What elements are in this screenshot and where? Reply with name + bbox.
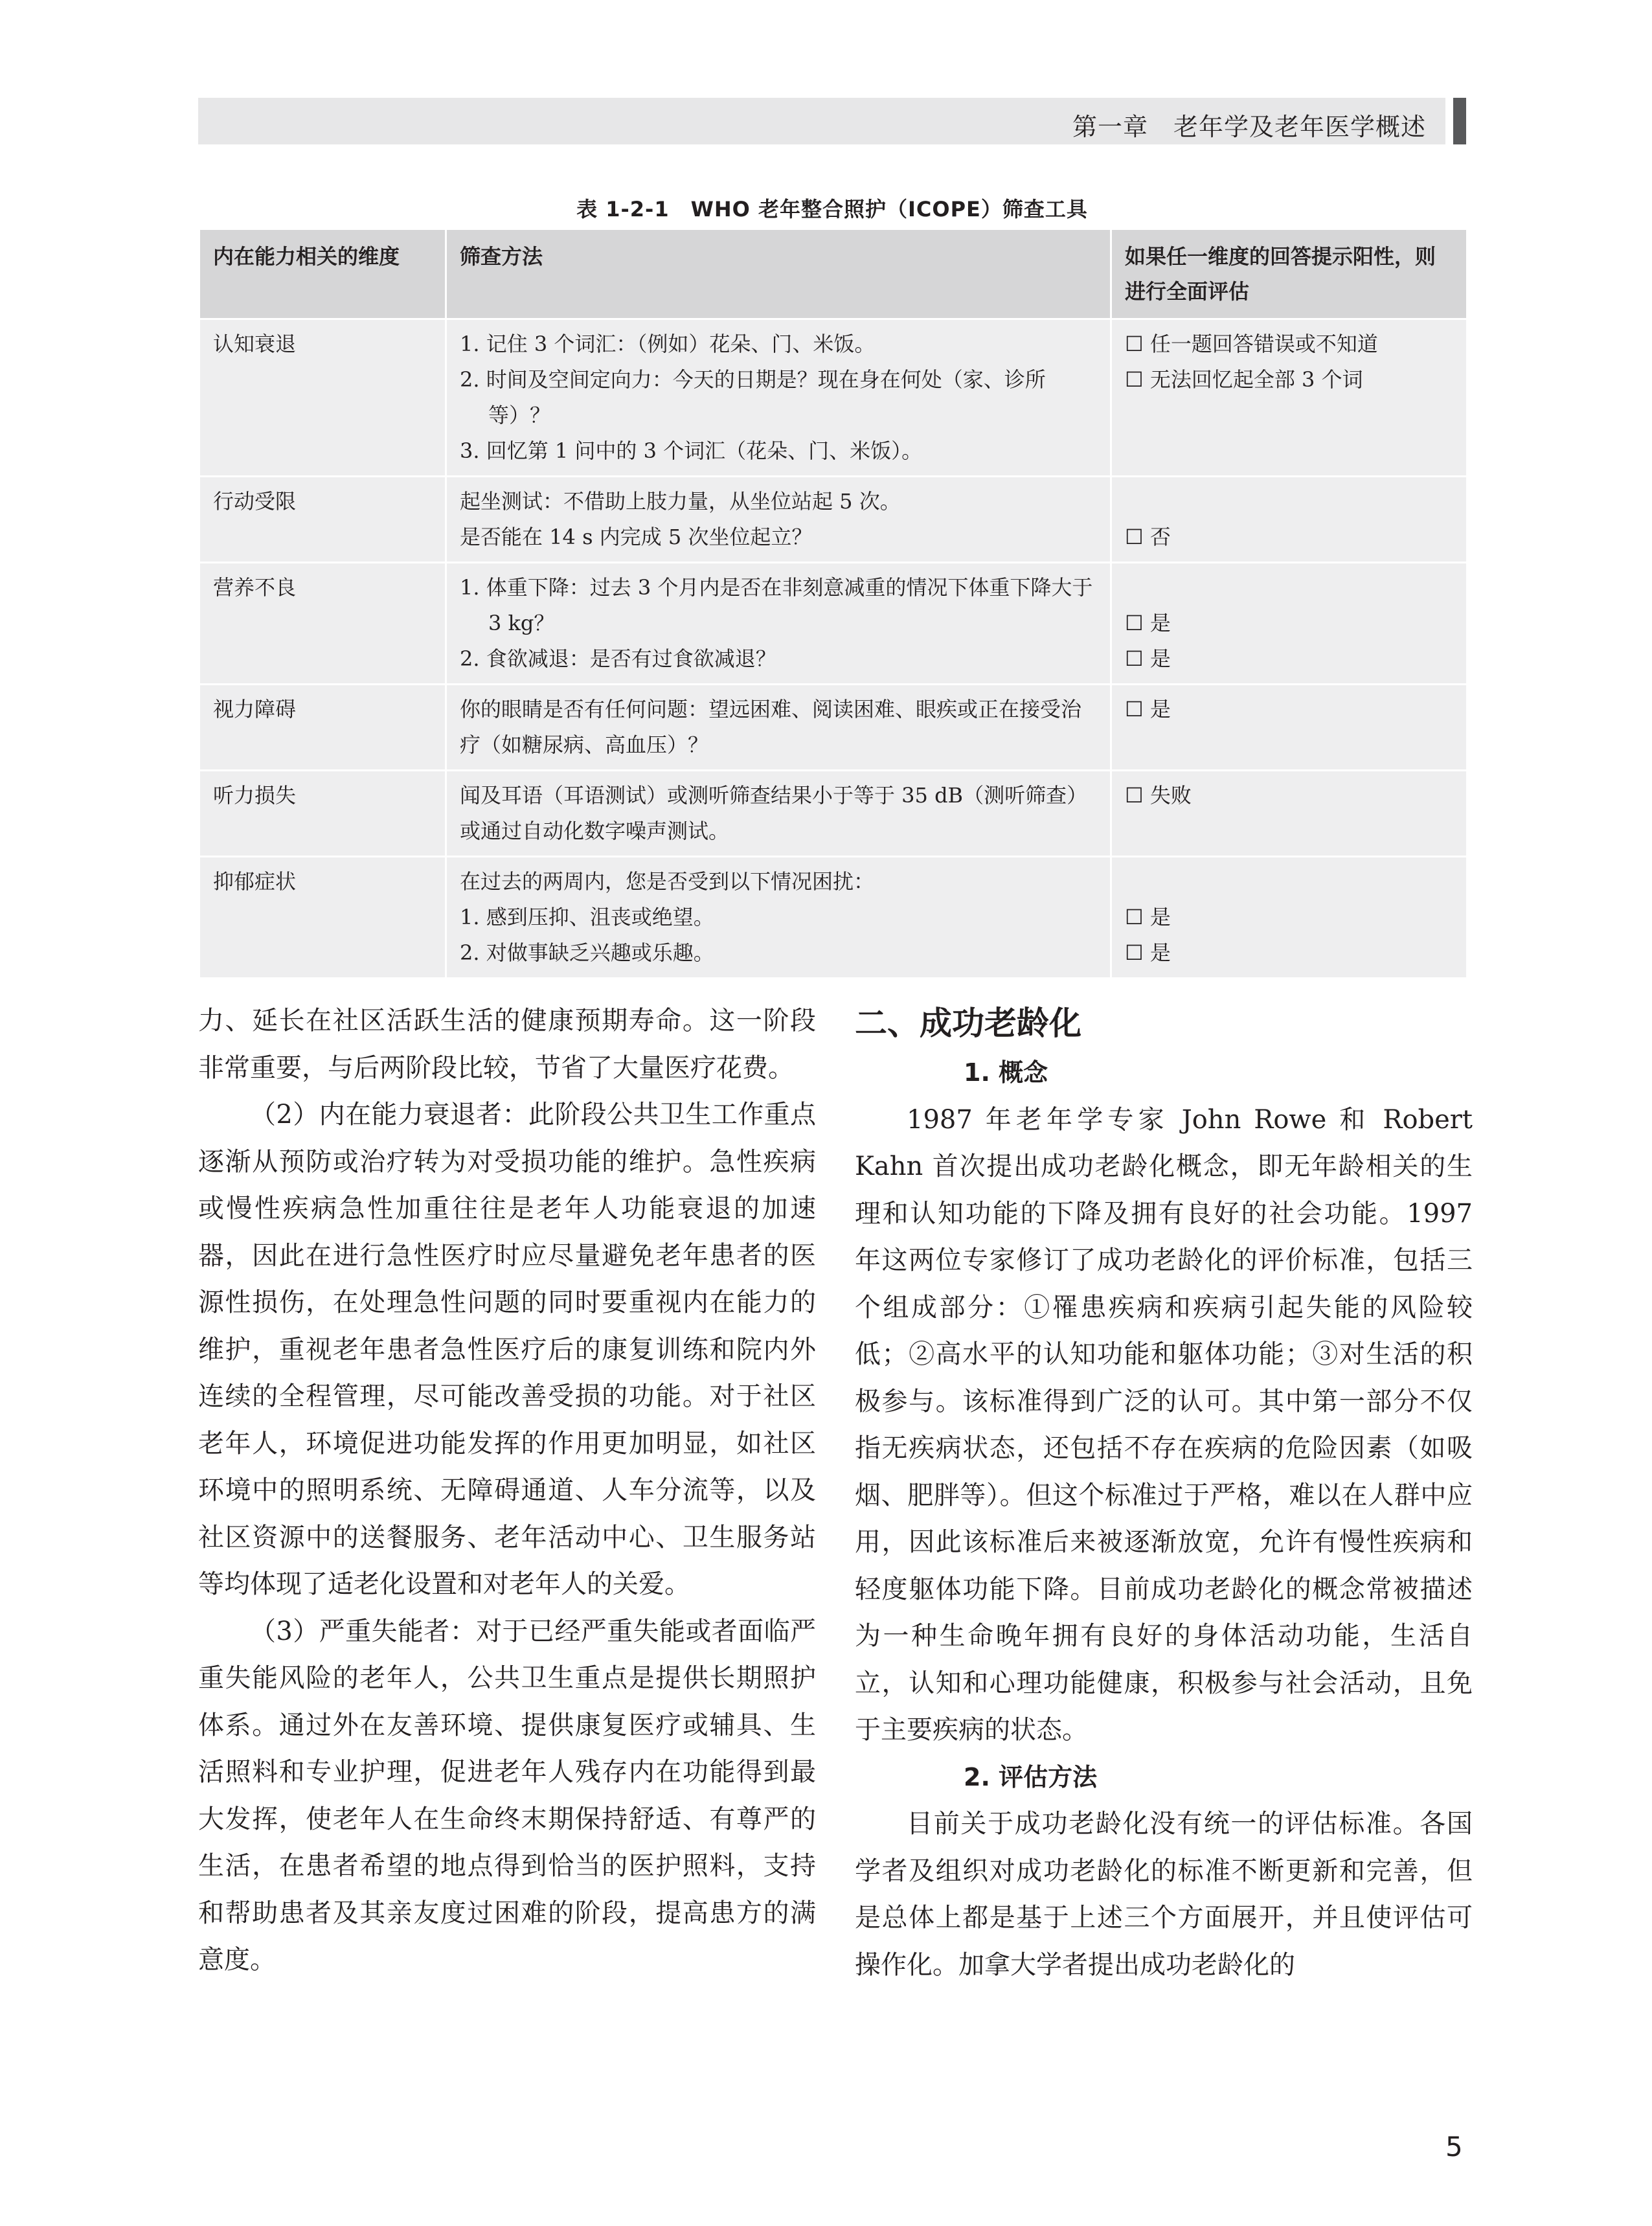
result-checkbox-line: ☐ 失败 (1125, 783, 1192, 808)
method-line: 1. 感到压抑、沮丧或绝望。 (460, 905, 714, 929)
body-paragraph: 目前关于成功老龄化没有统一的评估标准。各国学者及组织对成功老龄化的标准不断更新和完善，但是总体上都是基于上述三个方面展开，并且使评估可操作化。加拿大学者提出成功老龄化的 (855, 1809, 1473, 1980)
body-paragraph: （2）内在能力衰退者：此阶段公共卫生工作重点逐渐从预防或治疗转为对受损功能的维护。急性疾病或慢性疾病急性加重往往是老年人功能衰退的加速器，因此在进行急性医疗时应尽量避免老年患者的医源性损伤，在处理急性问题的同时要重视内在能力的维护，重视老年患者急性医疗后的康复训练和院内外连续的全程管理，尽可能改善受损的功能。对于社区老年人，环境促进功能发挥的作用更加明显，如社区环境中的照明系统、无障碍通道、人车分流等，以及社区资源中的送餐服务、老年活动中心、卫生服务站等均体现了适老化设置和对老年人的关爱。 (198, 1100, 816, 1599)
subsection-heading-concept: 1. 概念 (964, 1058, 1048, 1087)
method-line: 2. 食欲减退：是否有过食欲减退？ (460, 646, 776, 671)
cell-method (446, 771, 1111, 857)
column-header-dimension: 内在能力相关的维度 (199, 229, 446, 319)
cell-method (446, 563, 1111, 685)
running-header (198, 98, 1445, 144)
cell-result (1111, 771, 1467, 857)
cell-method (446, 685, 1111, 771)
column-header-method: 筛查方法 (446, 229, 1111, 319)
cell-method (446, 319, 1111, 477)
result-checkbox-line: ☐ 是 (1125, 646, 1171, 671)
method-line: 2. 时间及空间定向力：今天的日期是？现在身在何处（家、诊所等）？ (460, 367, 1046, 427)
cell-method (446, 857, 1111, 979)
body-paragraph: 力、延长在社区活跃生活的健康预期寿命。这一阶段非常重要，与后两阶段比较，节省了大量医疗花费。 (198, 1006, 816, 1083)
cell-dimension: 听力损失 (199, 771, 446, 857)
method-line: 是否能在 14 s 内完成 5 次坐位起立？ (460, 525, 813, 549)
cell-dimension: 视力障碍 (199, 685, 446, 771)
method-line: 你的眼睛是否有任何问题：望远困难、阅读困难、眼疾或正在接受治疗（如糖尿病、高血压）？ (460, 697, 1082, 757)
table-row-nutrition (199, 563, 1467, 685)
section-heading: 二、成功老龄化 (855, 1005, 1081, 1042)
body-paragraph: 1987 年老年学专家 John Rowe 和 Robert Kahn 首次提出成功老龄化概念，即无年龄相关的生理和认知功能的下降及拥有良好的社会功能。1997 年这两位专家修订了成功老龄化的评价标准，包括三个组成部分：①罹患疾病和疾病引起失能的风险较低；②高水平的认知功能和躯体功能；③对生活的积极参与。该标准得到广泛的认可。其中第一部分不仅指无疾病状态，还包括不存在疾病的危险因素（如吸烟、肥胖等）。但这个标准过于严格，难以在人群中应用，因此该标准后来被逐渐放宽，允许有慢性疾病和轻度躯体功能下降。目前成功老龄化的概念常被描述为一种生命晚年拥有良好的身体活动功能，生活自立，认知和心理功能健康，积极参与社会活动，且免于主要疾病的状态。 (855, 1104, 1473, 1745)
cell-result (1111, 477, 1467, 563)
cell-result (1111, 563, 1467, 685)
cell-dimension: 营养不良 (199, 563, 446, 685)
result-checkbox-line: ☐ 无法回忆起全部 3 个词 (1125, 367, 1363, 392)
cell-result (1111, 319, 1467, 477)
chapter-title: 第一章 老年学及老年医学概述 (1072, 113, 1426, 141)
column-header-result: 如果任一维度的回答提示阳性，则进行全面评估 (1111, 229, 1467, 319)
cell-dimension: 行动受限 (199, 477, 446, 563)
cell-method (446, 477, 1111, 563)
page-number: 5 (1445, 2131, 1463, 2163)
table-row-vision (199, 685, 1467, 771)
table-row-cognition (199, 319, 1467, 477)
method-line: 3. 回忆第 1 问中的 3 个词汇（花朵、门、米饭）。 (460, 438, 923, 463)
result-checkbox-line: ☐ 任一题回答错误或不知道 (1125, 332, 1378, 356)
table-caption: 表 1-2-1 WHO 老年整合照护（ICOPE）筛查工具 (576, 197, 1088, 221)
cell-result (1111, 685, 1467, 771)
header-marker (1453, 98, 1466, 144)
icope-screening-table (198, 228, 1468, 979)
cell-dimension: 认知衰退 (199, 319, 446, 477)
table-row-hearing (199, 771, 1467, 857)
body-paragraph: （3）严重失能者：对于已经严重失能或者面临严重失能风险的老年人，公共卫生重点是提供长期照护体系。通过外在友善环境、提供康复医疗或辅具、生活照料和专业护理，促进老年人残存内在功能得到最大发挥，使老年人在生命终末期保持舒适、有尊严的生活，在患者希望的地点得到恰当的医护照料，支持和帮助患者及其亲友度过困难的阶段，提高患方的满意度。 (198, 1616, 816, 1975)
left-column (198, 997, 816, 1984)
cell-dimension: 抑郁症状 (199, 857, 446, 979)
method-line: 闻及耳语（耳语测试）或测听筛查结果小于等于 35 dB（测听筛查）或通过自动化数字噪声测试。 (460, 783, 1088, 843)
subsection-heading-method: 2. 评估方法 (964, 1762, 1098, 1791)
method-line: 在过去的两周内，您是否受到以下情况困扰： (460, 869, 875, 894)
method-line: 2. 对做事缺乏兴趣或乐趣。 (460, 940, 714, 965)
result-checkbox-line: ☐ 否 (1125, 525, 1171, 549)
table-row-depression (199, 857, 1467, 979)
result-checkbox-line: ☐ 是 (1125, 940, 1171, 965)
result-checkbox-line: ☐ 是 (1125, 611, 1171, 635)
method-line: 起坐测试：不借助上肢力量，从坐位站起 5 次。 (460, 489, 901, 514)
right-column (855, 997, 1473, 1988)
method-line: 1. 体重下降：过去 3 个月内是否在非刻意减重的情况下体重下降大于 3 kg？ (460, 575, 1093, 635)
result-checkbox-line: ☐ 是 (1125, 905, 1171, 929)
cell-result (1111, 857, 1467, 979)
table-header-row (199, 229, 1467, 319)
method-line: 1. 记住 3 个词汇：（例如）花朵、门、米饭。 (460, 332, 876, 356)
result-checkbox-line: ☐ 是 (1125, 697, 1171, 721)
table-row-mobility (199, 477, 1467, 563)
